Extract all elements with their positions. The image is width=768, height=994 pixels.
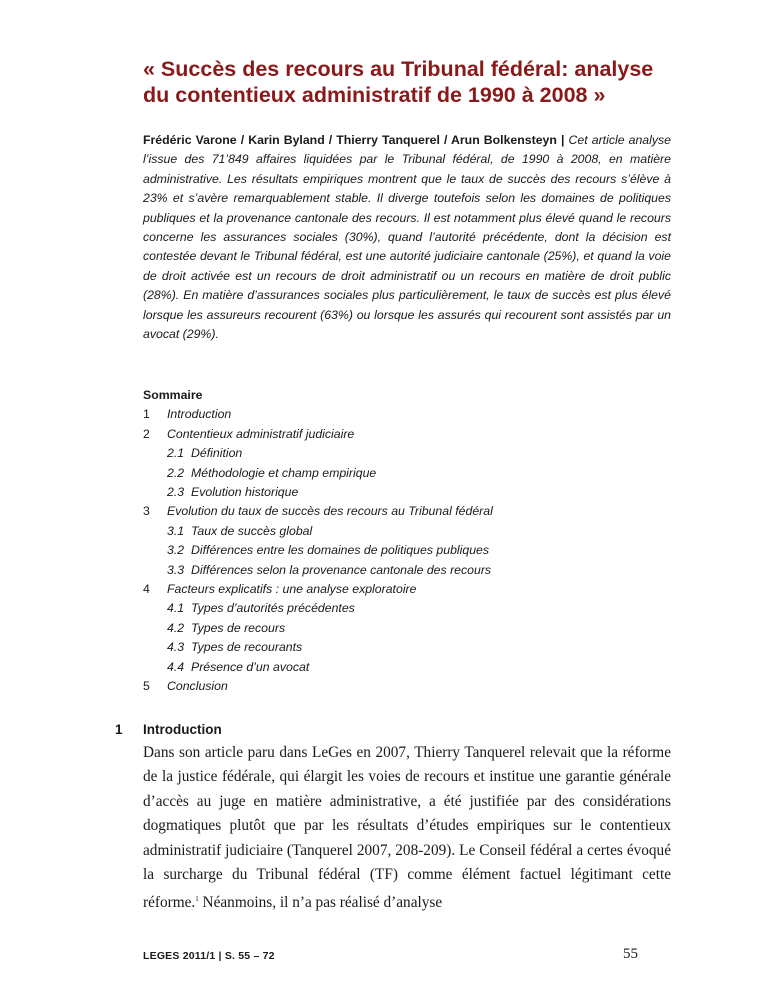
toc-list [143,405,683,696]
article-title: « Succès des recours au Tribunal fédéral: analyse du contentieux administratif de 1990 à 2008 » [143,57,654,107]
footnote-marker[interactable]: 1 [195,895,199,904]
section-text: Dans son article paru dans LeGes en 2007, Thierry Tanquerel relevait que la réforme de la justice fédérale, qui élargit les voies de recours et institue une garantie générale d’accès au juge en matière administrative, a été justifiée par des considérations dogmatiques plutôt que par les résultats d’études empiriques sur le contentieux administratif judiciaire (Tanquerel 2007, 208-209). Le Conseil fédéral a certes évoqué la surcharge du Tribunal fédéral (TF) comme élément factuel légitimant cette réforme. [143,744,671,912]
toc-item-number: 5 [143,679,150,694]
toc-item-number: 2 [143,426,150,441]
toc-item-label: Conclusion [167,679,228,694]
toc-item-number: 4.1 [167,601,185,616]
toc-item-number: 2.2 [167,465,185,480]
toc-item[interactable] [143,425,683,444]
toc-item-label: Types de recours [191,620,286,635]
toc-item[interactable] [143,599,683,618]
section-number: 1 [115,722,123,737]
toc-item-number: 4.3 [167,640,185,655]
journal-footer: LEGES 2011/1 | S. 55 – 72 [143,950,275,962]
section-heading [115,722,222,737]
toc-item-label: Contentieux administratif judiciaire [167,426,355,441]
toc-item-label: Evolution historique [191,485,299,500]
toc-item[interactable] [143,658,683,677]
toc-item-label: Types de recourants [191,640,303,655]
toc-item[interactable] [143,405,683,424]
toc-item[interactable] [143,619,683,638]
toc-item-number: 3.2 [167,543,185,558]
toc-item-label: Différences entre les domaines de politiques publiques [191,543,490,558]
toc-item-label: Evolution du taux de succès des recours au Tribunal fédéral [167,504,493,519]
toc-item[interactable] [143,483,683,502]
toc-item[interactable] [143,522,683,541]
toc-item-number: 4 [143,582,150,597]
toc-item-label: Taux de succès global [191,523,313,538]
toc-item[interactable] [143,464,683,483]
toc-item-label: Différences selon la provenance cantonale des recours [191,562,492,577]
toc-item[interactable] [143,638,683,657]
toc-item[interactable] [143,502,683,521]
toc-item-label: Introduction [167,407,232,422]
table-of-contents [143,386,683,697]
toc-heading: Sommaire [143,388,203,402]
toc-item[interactable] [143,561,683,580]
toc-item-label: Présence d’un avocat [191,659,310,674]
section-body [143,741,671,916]
section-title: Introduction [143,722,222,737]
toc-item-label: Définition [191,446,243,461]
toc-item[interactable] [143,677,683,696]
toc-item[interactable] [143,580,683,599]
abstract-text: Cet article analyse l’issue des 71’849 affaires liquidées par le Tribunal fédéral, de 1990 à 2008, en matière administrative. Les résultats empiriques montrent que le taux de succès des recours s’élève à 23% et s’avère remarquablement stable. Il diverge toutefois selon les domaines de politiques publiques et la provenance cantonale des recours. Il est notamment plus élevé quand le recours concerne les assurances sociales (30%), quand l’autorité précédente, dont la décision est contestée devant le Tribunal fédéral, est une autorité judiciaire cantonale (25%), et quand la voie de droit activée est un recours de droit administratif ou un recours en matière de droit public (28%). En matière d’assurances sociales plus particulièrement, le taux de succès est plus élevé lorsque les assureurs recourent (63%) ou lorsque les assurés qui recourent sont assistés par un avocat (29%). [143,133,672,342]
toc-item-number: 3.3 [167,562,185,577]
abstract [143,131,671,344]
toc-item-number: 1 [143,407,150,422]
toc-item-number: 2.1 [167,446,185,461]
page-number: 55 [623,946,638,962]
toc-item-number: 4.2 [167,620,185,635]
toc-item-number: 2.3 [167,485,185,500]
toc-item-label: Facteurs explicatifs : une analyse exploratoire [167,582,417,597]
section-text-tail: Néanmoins, il n’a pas réalisé d’analyse [198,894,443,912]
article-authors: Frédéric Varone / Karin Byland / Thierry Tanquerel / Arun Bolkensteyn | [143,133,565,147]
toc-item-number: 3 [143,504,150,519]
toc-item[interactable] [143,444,683,463]
toc-item-number: 4.4 [167,659,185,674]
toc-item[interactable] [143,541,683,560]
toc-item-number: 3.1 [167,523,185,538]
toc-item-label: Types d’autorités précédentes [191,601,355,616]
toc-item-label: Méthodologie et champ empirique [191,465,377,480]
